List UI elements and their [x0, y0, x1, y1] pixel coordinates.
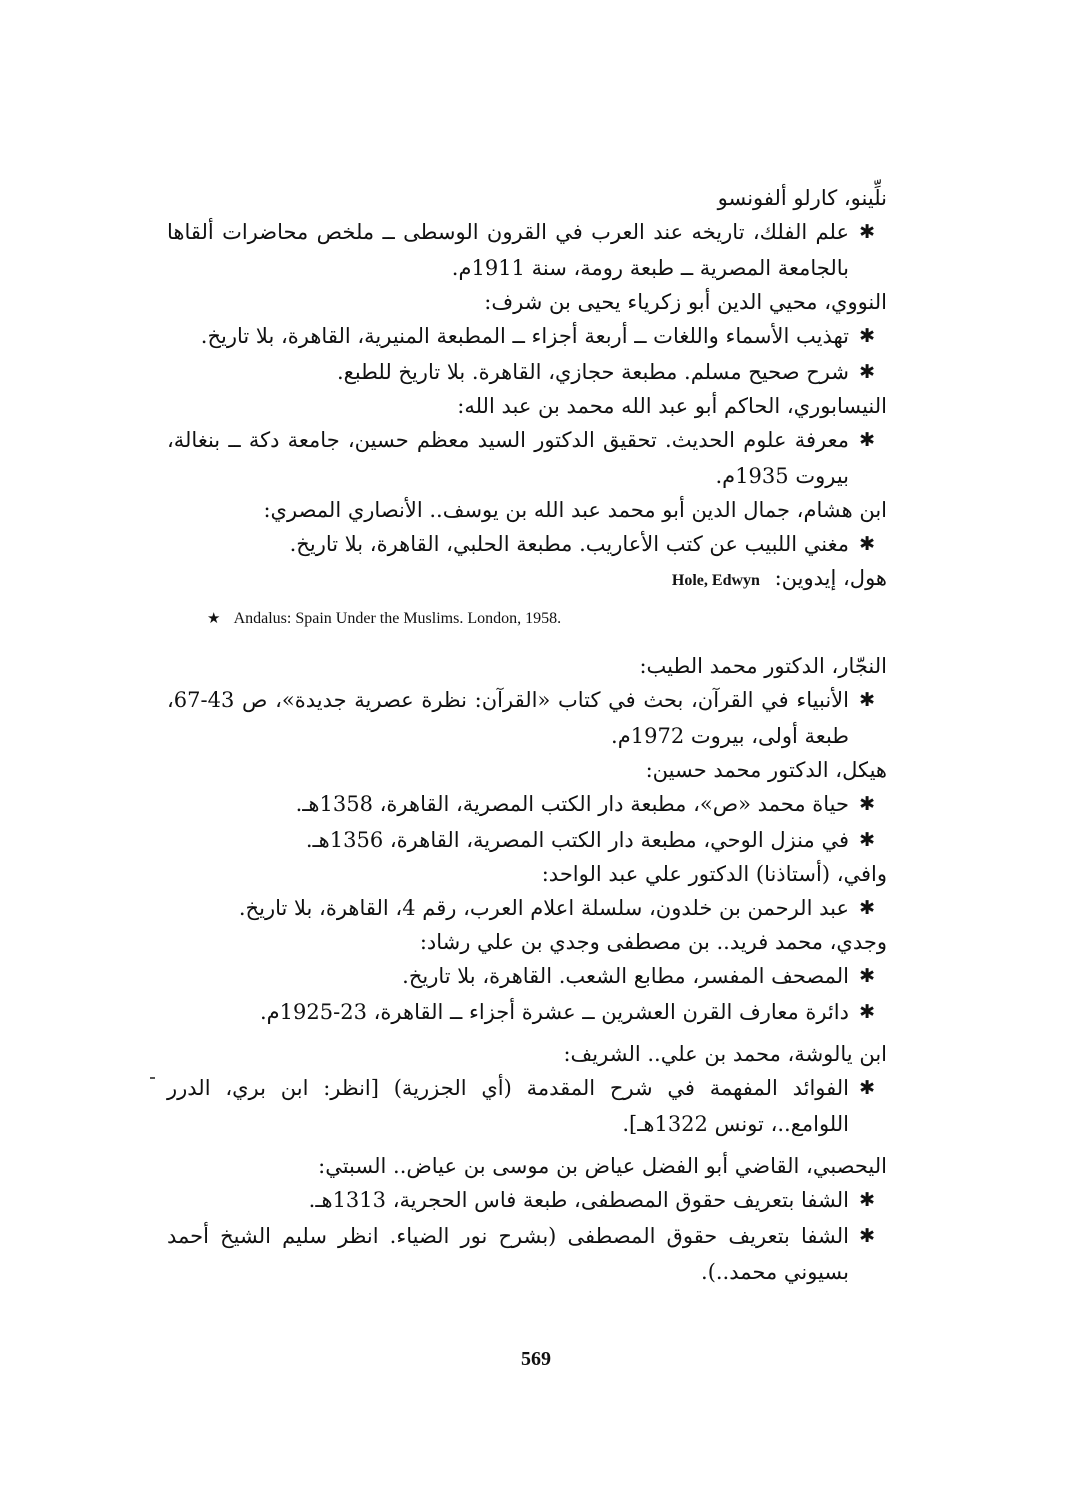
asterisk-bullet-icon: ✱	[859, 829, 875, 851]
bibliography-entry	[167, 754, 887, 858]
entry-work-text: الأنبياء في القرآن، بحث في كتاب «القرآن: نظرة عصرية جديدة»، ص 43-67، طبعة أولى، بيروت 1972م.	[167, 688, 849, 748]
entry-work-text: المصحف المفسر، مطابع الشعب. القاهرة، بلا تاريخ.	[402, 964, 849, 988]
asterisk-bullet-icon: ✱	[859, 1077, 875, 1099]
entry-work-text: شرح صحيح مسلم. مطبعة حجازي، القاهرة. بلا تاريخ للطبع.	[336, 360, 849, 384]
entry-author-latin: Hole, Edwyn	[671, 572, 760, 589]
entry-author: نلِّينو، كارلو ألفونسو	[717, 186, 887, 210]
bibliography-entry	[167, 562, 887, 634]
spacer	[167, 1030, 887, 1038]
asterisk-bullet-icon: ✱	[859, 1189, 875, 1211]
asterisk-bullet-icon: ✱	[859, 221, 875, 243]
page-number: 569	[521, 1348, 551, 1370]
entry-work	[167, 994, 887, 1030]
bibliography-list	[167, 182, 887, 1290]
entry-work	[167, 890, 887, 926]
bibliography-entry	[167, 926, 887, 1030]
entry-work-text: في منزل الوحي، مطبعة دار الكتب المصرية، القاهرة، 1356هـ.	[305, 828, 849, 852]
entry-work-latin	[167, 604, 887, 634]
bibliography-entry	[167, 182, 887, 286]
entry-author: النجّار، الدكتور محمد الطيب:	[639, 654, 887, 678]
asterisk-bullet-icon: ✱	[859, 793, 875, 815]
entry-work-latin-text: Andalus: Spain Under the Muslims. London, 1958.	[233, 610, 562, 627]
entry-author: هول، إيدوين:	[774, 566, 887, 590]
spacer	[167, 1142, 887, 1150]
bibliography-entry	[167, 494, 887, 562]
entry-work-text: الفوائد المفهمة في شرح المقدمة (أي الجزرية) [انظر: ابن بري، الدرر اللوامع..، تونس 1322هـ].	[167, 1076, 849, 1136]
entry-author-row	[167, 562, 887, 594]
bibliography-entry	[167, 286, 887, 390]
entry-work	[167, 526, 887, 562]
entry-work	[167, 422, 887, 494]
entry-author: وافي، (أستاذنا) الدكتور علي عبد الواحد:	[541, 862, 887, 886]
entry-work	[167, 214, 887, 286]
entry-work-text: عبد الرحمن بن خلدون، سلسلة اعلام العرب، رقم 4، القاهرة، بلا تاريخ.	[238, 896, 849, 920]
asterisk-bullet-icon: ✱	[859, 533, 875, 555]
asterisk-bullet-icon: ✱	[859, 689, 875, 711]
entry-work	[167, 822, 887, 858]
entry-work-text: حياة محمد «ص»، مطبعة دار الكتب المصرية، القاهرة، 1358هـ.	[295, 792, 849, 816]
entry-work	[167, 958, 887, 994]
entry-author: النيسابوري، الحاكم أبو عبد الله محمد بن عبد الله:	[457, 394, 887, 418]
asterisk-bullet-icon: ✱	[859, 1001, 875, 1023]
entry-work	[167, 786, 887, 822]
scan-speck	[150, 1077, 155, 1079]
bibliography-entry	[167, 650, 887, 754]
entry-author: ابن يالوشة، محمد بن علي.. الشريف:	[563, 1042, 887, 1066]
entry-work	[167, 1070, 887, 1142]
entry-author: اليحصبي، القاضي أبو الفضل عياض بن موسى بن عياض.. السبتي:	[318, 1154, 887, 1178]
bibliography-entry	[167, 1150, 887, 1290]
asterisk-bullet-icon: ✱	[859, 965, 875, 987]
asterisk-bullet-icon: ✱	[859, 325, 875, 347]
entry-work-text: تهذيب الأسماء واللغات ــ أربعة أجزاء ــ المطبعة المنيرية، القاهرة، بلا تاريخ.	[200, 324, 849, 348]
bibliography-entry	[167, 390, 887, 494]
asterisk-bullet-icon: ✱	[859, 429, 875, 451]
entry-work-text: علم الفلك، تاريخه عند العرب في القرون الوسطى ــ ملخص محاضرات ألقاها بالجامعة المصرية ــ طبعة رومة، سنة 1911م.	[167, 220, 849, 280]
entry-author: هيكل، الدكتور محمد حسين:	[645, 758, 887, 782]
entry-work	[167, 354, 887, 390]
entry-author: وجدي، محمد فريد.. بن مصطفى وجدي بن علي رشاد:	[419, 930, 887, 954]
entry-work	[167, 1182, 887, 1218]
bibliography-entry	[167, 858, 887, 926]
entry-work-text: معرفة علوم الحديث. تحقيق الدكتور السيد معظم حسين، جامعة دكة ــ بنغالة، بيروت 1935م.	[167, 428, 849, 488]
entry-work-text: الشفا بتعريف حقوق المصطفى، طبعة فاس الحجرية، 1313هـ.	[308, 1188, 849, 1212]
entry-author: النووي، محيي الدين أبو زكرياء يحيى بن شرف:	[484, 290, 887, 314]
asterisk-bullet-icon: ✱	[859, 1225, 875, 1247]
entry-work-text: مغني اللبيب عن كتب الأعاريب. مطبعة الحلبي، القاهرة، بلا تاريخ.	[289, 532, 849, 556]
entry-work-text: دائرة معارف القرن العشرين ــ عشرة أجزاء ــ القاهرة، 23-1925م.	[259, 1000, 849, 1024]
bibliography-entry	[167, 1038, 887, 1142]
entry-work	[167, 318, 887, 354]
asterisk-bullet-icon: ✱	[859, 361, 875, 383]
entry-work	[167, 1218, 887, 1290]
star-bullet-icon: ★	[207, 611, 221, 627]
entry-author: ابن هشام، جمال الدين أبو محمد عبد الله بن يوسف.. الأنصاري المصري:	[263, 498, 887, 522]
entry-work	[167, 682, 887, 754]
entry-work-text: الشفا بتعريف حقوق المصطفى (بشرح نور الضياء. انظر سليم الشيخ أحمد بسيوني محمد..).	[167, 1224, 849, 1284]
asterisk-bullet-icon: ✱	[859, 897, 875, 919]
